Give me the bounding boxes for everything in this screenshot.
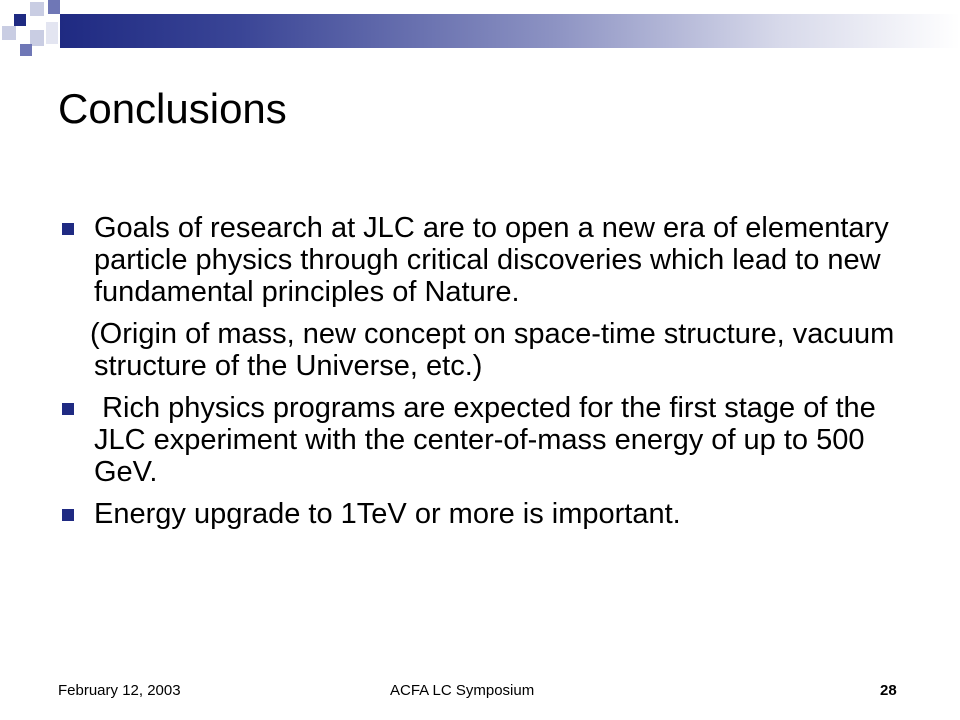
bullet-item xyxy=(62,392,922,488)
square-bullet-icon xyxy=(62,509,74,521)
header-square xyxy=(46,22,58,44)
header-square xyxy=(30,2,44,16)
bullet-note xyxy=(62,318,922,382)
header-square xyxy=(2,26,16,40)
bullet-item xyxy=(62,498,922,530)
square-bullet-icon xyxy=(62,223,74,235)
note-text: (Origin of mass, new concept on space-time structure, vacuum structure of the Universe, etc.) xyxy=(90,318,895,382)
page-number: 28 xyxy=(880,682,897,699)
header-square xyxy=(30,30,44,46)
slide-title: Conclusions xyxy=(58,85,287,132)
bullet-text: Energy upgrade to 1TeV or more is important. xyxy=(94,498,681,530)
footer-date: February 12, 2003 xyxy=(58,682,181,699)
header-gradient-bar xyxy=(60,14,960,48)
header-square xyxy=(48,0,60,14)
slide-content xyxy=(62,212,922,540)
bullet-text: Rich physics programs are expected for the first stage of the JLC experiment with the center-of-mass energy of up to 500 GeV. xyxy=(94,392,884,488)
bullet-item xyxy=(62,212,922,308)
header-square xyxy=(14,14,26,26)
header-square xyxy=(20,44,32,56)
square-bullet-icon xyxy=(62,403,74,415)
footer-event: ACFA LC Symposium xyxy=(390,682,535,699)
bullet-text: Goals of research at JLC are to open a new era of elementary particle physics through critical discoveries which lead to new fundamental principles of Nature. xyxy=(94,212,889,308)
